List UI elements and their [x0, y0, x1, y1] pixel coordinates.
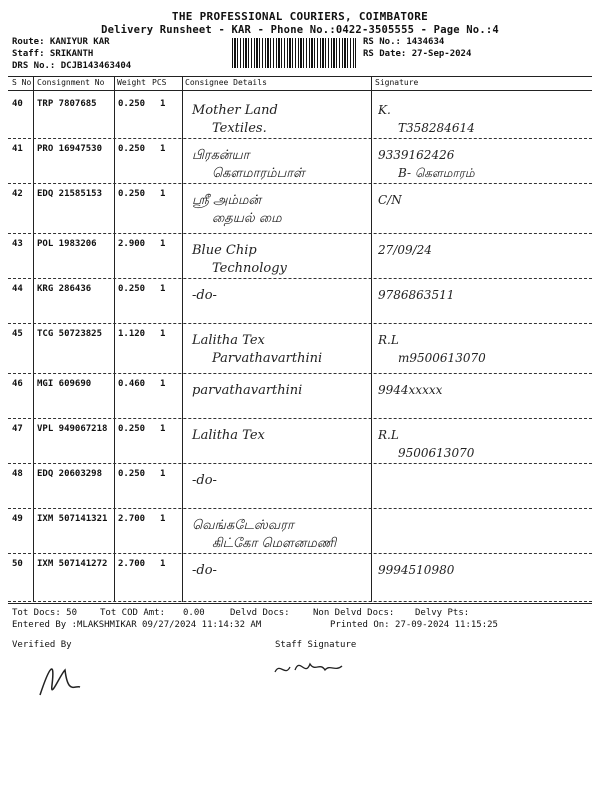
row-pcs: 1	[160, 379, 166, 389]
row-sno: 50	[12, 559, 23, 569]
tot-docs: Tot Docs: 50	[12, 608, 78, 618]
row-divider	[8, 138, 592, 139]
row-signature-text: 9500613070	[398, 446, 475, 460]
row-pcs: 1	[160, 239, 166, 249]
row-pcs: 1	[160, 329, 166, 339]
col-header-consignee: Consignee Details	[185, 78, 267, 87]
row-weight: 1.120	[118, 329, 146, 339]
row-weight: 0.250	[118, 424, 146, 434]
row-divider	[8, 463, 592, 464]
row-pcs: 1	[160, 559, 166, 569]
row-sno: 43	[12, 239, 23, 249]
barcode	[232, 38, 356, 68]
row-consignment-no: MGI 609690	[37, 379, 92, 389]
row-signature-text: B- கௌமாரம்	[398, 166, 475, 180]
row-sno: 47	[12, 424, 23, 434]
row-divider	[8, 508, 592, 509]
col-header-signature: Signature	[375, 78, 419, 87]
row-weight: 0.250	[118, 99, 146, 109]
row-divider	[8, 553, 592, 554]
row-divider	[8, 418, 592, 419]
row-sno: 44	[12, 284, 23, 294]
column-divider	[371, 76, 372, 602]
row-weight: 0.460	[118, 379, 146, 389]
row-consignee-text: தையல் மை	[212, 211, 282, 226]
col-header-weight: Weight	[117, 78, 146, 87]
tot-cod-label: Tot COD Amt:	[100, 608, 166, 618]
table-top-border	[8, 76, 592, 77]
tot-cod-amount: 0.00	[183, 608, 205, 618]
row-consignee-text: Mother Land	[192, 103, 278, 118]
row-signature-text: 9944xxxxx	[378, 383, 443, 397]
row-consignee-text: கௌமாரம்பாள்	[212, 166, 305, 181]
row-divider	[8, 233, 592, 234]
row-signature-text: R.L	[378, 333, 399, 347]
column-divider	[182, 76, 183, 602]
row-consignment-no: POL 1983206	[37, 239, 97, 249]
column-divider	[114, 76, 115, 602]
row-weight: 2.900	[118, 239, 146, 249]
row-pcs: 1	[160, 284, 166, 294]
row-consignment-no: TCG 50723825	[37, 329, 103, 339]
delvy-pts: Delvy Pts:	[415, 608, 470, 618]
row-divider	[8, 601, 592, 602]
row-sno: 49	[12, 514, 23, 524]
row-sno: 42	[12, 189, 23, 199]
row-consignee-text: -do-	[192, 288, 217, 303]
row-pcs: 1	[160, 424, 166, 434]
row-divider	[8, 373, 592, 374]
row-pcs: 1	[160, 99, 166, 109]
row-consignment-no: TRP 7807685	[37, 99, 97, 109]
row-sno: 46	[12, 379, 23, 389]
row-consignment-no: PRO 16947530	[37, 144, 103, 154]
row-weight: 0.250	[118, 189, 146, 199]
runsheet-subtitle: Delivery Runsheet - KAR - Phone No.:0422-3505555 - Page No.:4	[101, 24, 499, 36]
row-signature-text: C/N	[378, 193, 402, 207]
entered-by: Entered By :MLAKSHMIKAR 09/27/2024 11:14:32 AM	[12, 620, 262, 630]
row-signature-text: 27/09/24	[378, 243, 432, 257]
drs-number: DRS No.: DCJB143463404	[12, 61, 132, 71]
staff-signature	[270, 652, 350, 682]
row-consignee-text: Lalitha Tex	[192, 333, 265, 348]
row-signature-text: 9786863511	[378, 288, 455, 302]
row-weight: 0.250	[118, 284, 146, 294]
row-divider	[8, 183, 592, 184]
row-signature-text: K.	[378, 103, 391, 117]
non-delvd-docs: Non Delvd Docs:	[313, 608, 395, 618]
table-bottom-border	[8, 603, 592, 604]
row-signature-text: 9339162426	[378, 148, 455, 162]
row-consignment-no: IXM 507141272	[37, 559, 108, 569]
staff-signature-label: Staff Signature	[275, 640, 357, 650]
row-pcs: 1	[160, 469, 166, 479]
route-label: Route: KANIYUR KAR	[12, 37, 110, 47]
row-sno: 48	[12, 469, 23, 479]
row-consignee-text: -do-	[192, 473, 217, 488]
row-signature-text: T358284614	[398, 121, 475, 135]
row-consignee-text: Blue Chip	[192, 243, 257, 258]
row-signature-text: 9994510980	[378, 563, 455, 577]
col-header-sno: S No	[12, 78, 32, 87]
row-consignee-text: ஸ்ரீ அம்மன்	[192, 193, 262, 208]
row-sno: 45	[12, 329, 23, 339]
column-divider	[33, 76, 34, 602]
row-sno: 41	[12, 144, 23, 154]
row-consignee-text: Textiles.	[212, 121, 267, 136]
row-consignment-no: EDQ 20603298	[37, 469, 103, 479]
row-consignee-text: -do-	[192, 563, 217, 578]
row-pcs: 1	[160, 189, 166, 199]
row-consignment-no: KRG 286436	[37, 284, 92, 294]
row-consignment-no: VPL 949067218	[37, 424, 108, 434]
row-consignee-text: கிட்கோ மௌனமணி	[212, 536, 337, 551]
row-divider	[8, 323, 592, 324]
row-signature-text: m9500613070	[398, 351, 486, 365]
company-title: THE PROFESSIONAL COURIERS, COIMBATORE	[171, 10, 429, 23]
row-consignee-text: Parvathavarthini	[212, 351, 323, 366]
row-divider	[8, 278, 592, 279]
delvd-docs: Delvd Docs:	[230, 608, 290, 618]
row-consignee-text: பிரகன்யா	[192, 148, 250, 163]
verifier-signature	[30, 655, 90, 705]
table-header-border	[8, 90, 592, 91]
printed-on: Printed On: 27-09-2024 11:15:25	[330, 620, 498, 630]
row-weight: 0.250	[118, 469, 146, 479]
rs-date: RS Date: 27-Sep-2024	[363, 49, 472, 59]
row-consignee-text: வெங்கடேஸ்வரா	[192, 518, 294, 533]
row-pcs: 1	[160, 144, 166, 154]
row-consignment-no: IXM 507141321	[37, 514, 108, 524]
row-consignment-no: EDQ 21585153	[37, 189, 103, 199]
row-weight: 2.700	[118, 514, 146, 524]
row-sno: 40	[12, 99, 23, 109]
col-header-pcs: PCS	[152, 78, 167, 87]
verified-by-label: Verified By	[12, 640, 72, 650]
row-consignee-text: Technology	[212, 261, 287, 276]
row-pcs: 1	[160, 514, 166, 524]
staff-label: Staff: SRIKANTH	[12, 49, 94, 59]
row-consignee-text: Lalitha Tex	[192, 428, 265, 443]
row-consignee-text: parvathavarthini	[192, 383, 303, 398]
col-header-consignment: Consignment No	[37, 78, 105, 87]
row-weight: 2.700	[118, 559, 146, 569]
rs-number: RS No.: 1434634	[363, 37, 445, 47]
row-weight: 0.250	[118, 144, 146, 154]
row-signature-text: R.L	[378, 428, 399, 442]
